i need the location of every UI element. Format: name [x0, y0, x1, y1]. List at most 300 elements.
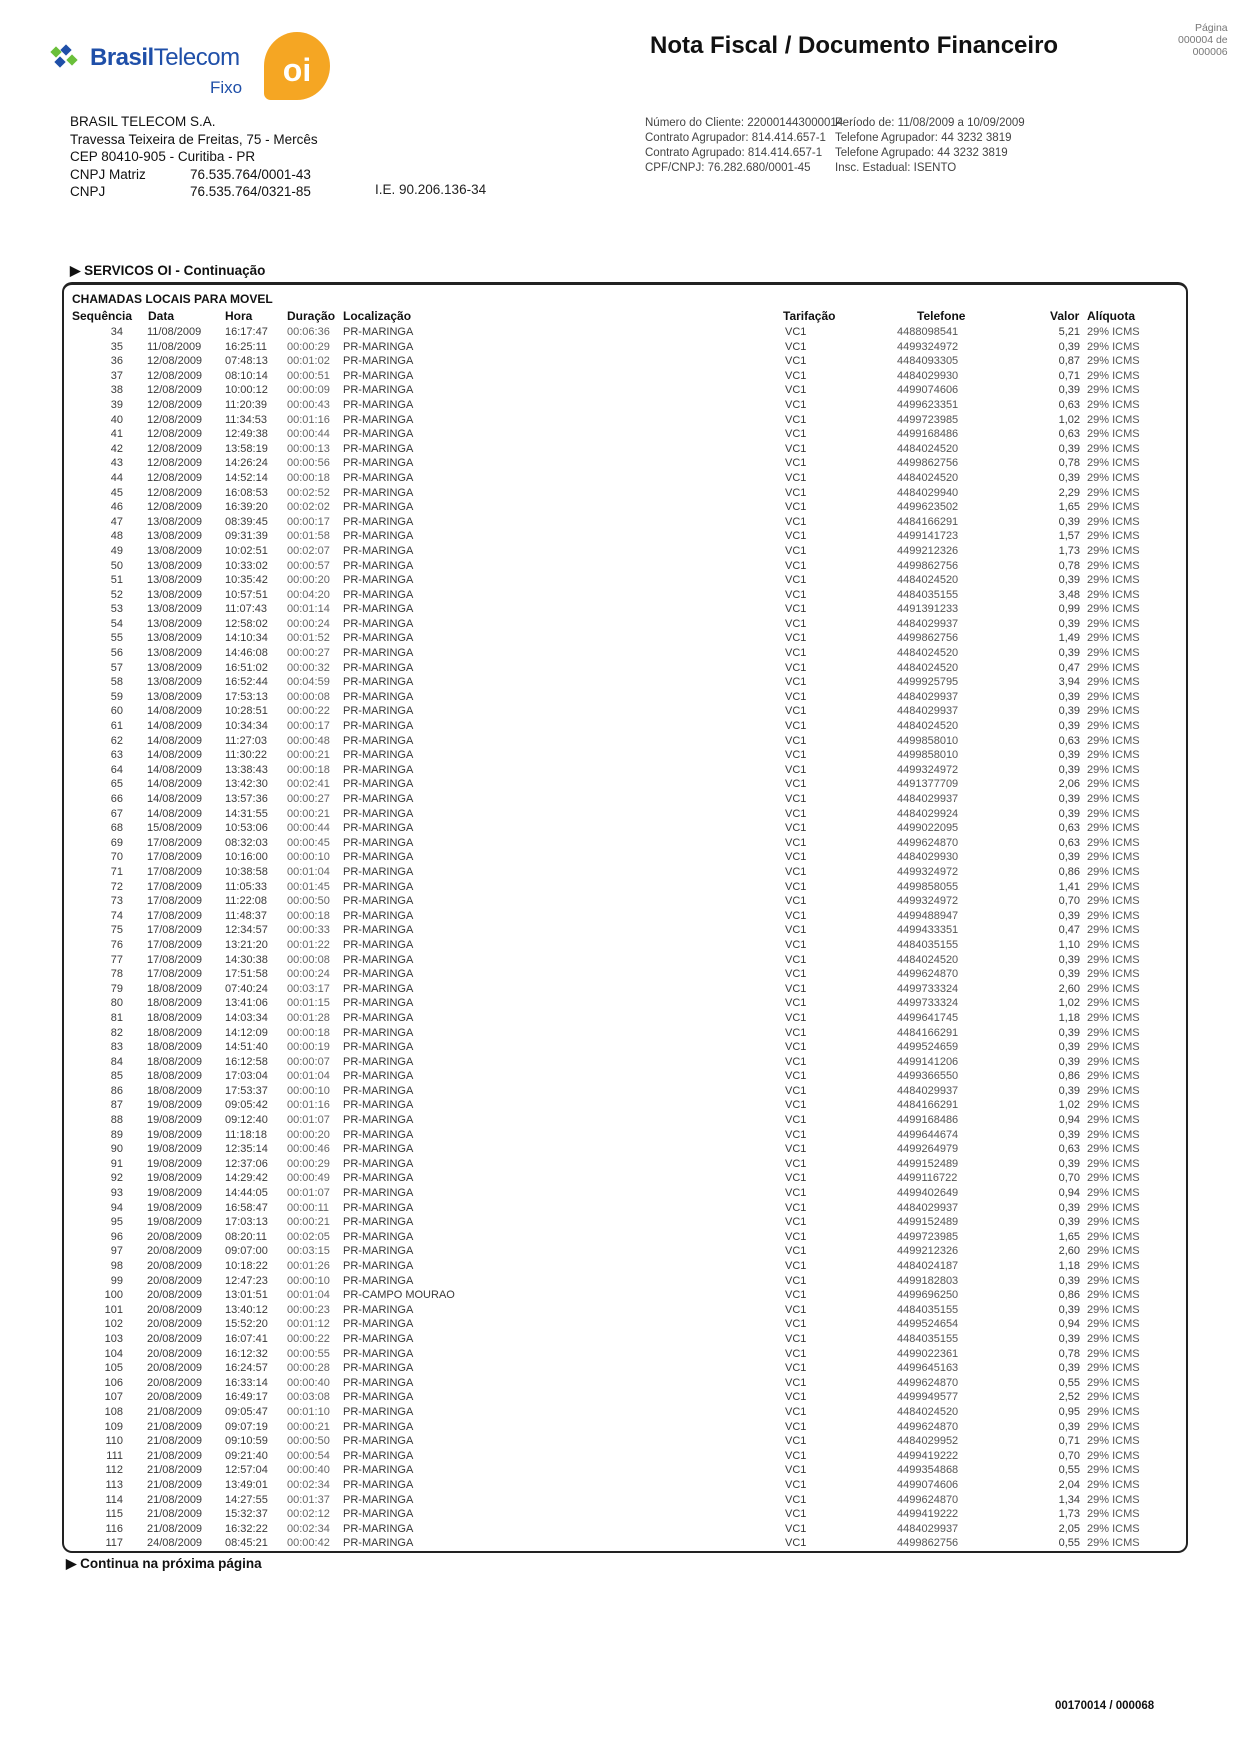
cell-tarifacao: VC1 [785, 1274, 807, 1287]
cell-localizacao: PR-MARINGA [343, 1332, 414, 1345]
cell-duracao: 00:00:17 [287, 720, 330, 733]
cell-tarifacao: VC1 [785, 1478, 807, 1491]
cell-valor: 0,39 [1058, 1201, 1080, 1214]
cell-duracao: 00:00:10 [287, 1274, 330, 1287]
cell-valor: 0,63 [1058, 398, 1080, 411]
cell-localizacao: PR-MARINGA [343, 1201, 414, 1214]
cell-localizacao: PR-MARINGA [343, 1435, 414, 1448]
cell-tarifacao: VC1 [785, 326, 807, 338]
cell-telefone: 4499623351 [897, 398, 959, 411]
cell-aliquota: 29% ICMS [1087, 398, 1140, 411]
cell-hora: 16:08:53 [225, 486, 268, 499]
cell-aliquota: 29% ICMS [1087, 1420, 1140, 1433]
cell-valor: 3,94 [1058, 676, 1080, 689]
cell-telefone: 4499324972 [897, 865, 959, 878]
cell-duracao: 00:01:07 [287, 1114, 330, 1127]
cell-localizacao: PR-MARINGA [343, 1187, 414, 1200]
cell-hora: 16:49:17 [225, 1391, 268, 1404]
cell-telefone: 4499022095 [897, 822, 959, 835]
cell-telefone: 4499644674 [897, 1128, 959, 1141]
cell-data: 21/08/2009 [147, 1449, 203, 1462]
cell-localizacao: PR-MARINGA [343, 807, 414, 820]
cell-localizacao: PR-MARINGA [343, 384, 414, 397]
cell-duracao: 00:00:17 [287, 515, 330, 528]
cell-tarifacao: VC1 [785, 1435, 807, 1448]
cell-hora: 14:44:05 [225, 1187, 268, 1200]
cell-hora: 11:07:43 [225, 603, 268, 616]
table-row [0, 1070, 1240, 1085]
cell-tarifacao: VC1 [785, 340, 807, 353]
cell-data: 18/08/2009 [147, 1041, 203, 1054]
cell-duracao: 00:03:08 [287, 1391, 330, 1404]
cell-data: 12/08/2009 [147, 501, 203, 514]
cell-sequencia: 88 [110, 1114, 123, 1127]
table-row [0, 647, 1240, 662]
table-row [0, 910, 1240, 925]
cell-valor: 0,39 [1058, 647, 1080, 660]
cell-data: 13/08/2009 [147, 530, 203, 543]
cell-tarifacao: VC1 [785, 1157, 807, 1170]
cell-tarifacao: VC1 [785, 763, 807, 776]
cell-sequencia: 65 [110, 778, 123, 791]
cell-sequencia: 115 [105, 1508, 123, 1521]
cell-duracao: 00:03:15 [287, 1245, 330, 1258]
cell-tarifacao: VC1 [785, 1187, 807, 1200]
insc-estadual: Insc. Estadual: ISENTO [835, 162, 957, 174]
cell-localizacao: PR-MARINGA [343, 1026, 414, 1039]
cell-hora: 11:05:33 [225, 880, 268, 893]
cell-hora: 11:30:22 [225, 749, 268, 762]
cell-hora: 16:58:47 [225, 1201, 268, 1214]
cell-valor: 0,63 [1058, 836, 1080, 849]
cell-sequencia: 57 [110, 661, 123, 674]
table-row [0, 1275, 1240, 1290]
table-row [0, 1143, 1240, 1158]
cell-data: 14/08/2009 [147, 763, 203, 776]
cell-duracao: 00:00:11 [287, 1201, 330, 1214]
cell-tarifacao: VC1 [785, 968, 807, 981]
cell-duracao: 00:00:20 [287, 1128, 330, 1141]
cell-localizacao: PR-MARINGA [343, 1303, 414, 1316]
page-label: Página [1194, 22, 1228, 34]
cell-localizacao: PR-MARINGA [343, 1522, 414, 1535]
table-row [0, 1377, 1240, 1392]
cell-localizacao: PR-MARINGA [343, 530, 414, 543]
cnpj: 76.535.764/0321-85 [190, 184, 311, 199]
cell-telefone: 4484166291 [897, 1099, 959, 1112]
cell-aliquota: 29% ICMS [1087, 690, 1140, 703]
cell-valor: 1,57 [1058, 530, 1080, 543]
cell-telefone: 4484024520 [897, 661, 959, 674]
cell-valor: 2,60 [1058, 1245, 1080, 1258]
page-indicator [1178, 22, 1228, 58]
cell-sequencia: 98 [110, 1260, 123, 1272]
cell-data: 17/08/2009 [147, 895, 203, 908]
cell-sequencia: 117 [105, 1537, 123, 1550]
cell-data: 14/08/2009 [147, 778, 203, 791]
cell-data: 12/08/2009 [147, 457, 203, 470]
cell-aliquota: 29% ICMS [1087, 1143, 1140, 1156]
cell-duracao: 00:00:08 [287, 690, 330, 703]
cell-data: 11/08/2009 [147, 326, 202, 338]
cell-telefone: 4499152489 [897, 1216, 959, 1229]
table-row [0, 1289, 1240, 1304]
cell-valor: 0,55 [1058, 1537, 1080, 1550]
cell-localizacao: PR-MARINGA [343, 968, 414, 981]
cell-data: 21/08/2009 [147, 1522, 203, 1535]
cell-sequencia: 62 [110, 734, 123, 747]
cell-aliquota: 29% ICMS [1087, 369, 1140, 382]
cell-hora: 08:45:21 [225, 1537, 268, 1550]
cell-duracao: 00:00:55 [287, 1347, 330, 1360]
cell-sequencia: 90 [110, 1143, 123, 1156]
cell-data: 12/08/2009 [147, 355, 203, 368]
cell-duracao: 00:00:48 [287, 734, 330, 747]
cell-localizacao: PR-MARINGA [343, 909, 414, 922]
cell-sequencia: 106 [104, 1376, 123, 1389]
cell-tarifacao: VC1 [785, 1376, 807, 1389]
cell-localizacao: PR-MARINGA [343, 1245, 414, 1258]
cell-valor: 0,47 [1058, 661, 1080, 674]
cell-valor: 1,41 [1058, 880, 1080, 893]
table-row [0, 501, 1240, 516]
cell-aliquota: 29% ICMS [1087, 968, 1140, 981]
cell-data: 13/08/2009 [147, 588, 203, 601]
cell-hora: 07:40:24 [225, 982, 268, 995]
cell-localizacao: PR-MARINGA [343, 1055, 414, 1068]
table-row [0, 735, 1240, 750]
table-row [0, 954, 1240, 969]
cell-sequencia: 41 [110, 428, 123, 441]
cnpj-label: CNPJ [70, 184, 106, 199]
cell-valor: 0,39 [1058, 690, 1080, 703]
cell-sequencia: 55 [110, 632, 123, 645]
cell-telefone: 4484024520 [897, 647, 959, 660]
cell-hora: 08:32:03 [225, 836, 268, 849]
cell-hora: 14:26:24 [225, 457, 268, 470]
cell-telefone: 4499524654 [897, 1318, 959, 1331]
cell-data: 13/08/2009 [147, 647, 203, 660]
table-row [0, 778, 1240, 793]
cell-localizacao: PR-MARINGA [343, 865, 414, 878]
cell-sequencia: 82 [110, 1026, 123, 1039]
cell-telefone: 4484029937 [897, 793, 959, 805]
cell-valor: 0,94 [1058, 1187, 1080, 1200]
cell-localizacao: PR-MARINGA [343, 340, 414, 353]
cell-duracao: 00:00:18 [287, 909, 330, 922]
cell-localizacao: PR-MARINGA [343, 398, 414, 411]
table-row [0, 1464, 1240, 1479]
cell-sequencia: 89 [110, 1128, 123, 1141]
cell-sequencia: 86 [110, 1084, 123, 1097]
cell-hora: 14:51:40 [225, 1041, 268, 1054]
cell-localizacao: PR-MARINGA [343, 895, 414, 908]
cell-data: 13/08/2009 [147, 574, 203, 587]
cell-hora: 13:40:12 [225, 1303, 268, 1316]
cell-data: 12/08/2009 [147, 442, 203, 455]
cell-telefone: 4484029937 [897, 1522, 959, 1535]
cell-localizacao: PR-MARINGA [343, 1157, 414, 1170]
cell-aliquota: 29% ICMS [1087, 326, 1140, 338]
cell-valor: 0,70 [1058, 895, 1080, 908]
cell-tarifacao: VC1 [785, 398, 807, 411]
cell-hora: 11:34:53 [225, 413, 268, 426]
cell-aliquota: 29% ICMS [1087, 982, 1140, 995]
cell-data: 14/08/2009 [147, 749, 203, 762]
cell-duracao: 00:01:04 [287, 1070, 330, 1083]
cell-hora: 13:49:01 [225, 1478, 268, 1491]
cell-tarifacao: VC1 [785, 690, 807, 703]
cell-aliquota: 29% ICMS [1087, 1187, 1140, 1200]
cell-localizacao: PR-MARINGA [343, 1347, 414, 1360]
cell-aliquota: 29% ICMS [1087, 1464, 1140, 1477]
cell-aliquota: 29% ICMS [1087, 588, 1140, 601]
cell-telefone: 4484029937 [897, 1084, 959, 1097]
cell-data: 13/08/2009 [147, 515, 203, 528]
table-row [0, 1479, 1240, 1494]
cell-tarifacao: VC1 [785, 734, 807, 747]
cell-aliquota: 29% ICMS [1087, 1201, 1140, 1214]
table-row [0, 1056, 1240, 1071]
table-row [0, 924, 1240, 939]
cell-valor: 0,39 [1058, 1157, 1080, 1170]
table-row [0, 1318, 1240, 1333]
cell-telefone: 4484035155 [897, 1332, 959, 1345]
cell-telefone: 4499212326 [897, 544, 959, 557]
cell-valor: 1,02 [1058, 997, 1080, 1010]
cell-valor: 0,47 [1058, 924, 1080, 937]
cell-duracao: 00:00:18 [287, 1026, 330, 1039]
cell-valor: 1,34 [1058, 1493, 1080, 1506]
cell-hora: 17:03:04 [225, 1070, 268, 1083]
cell-duracao: 00:00:09 [287, 384, 330, 397]
cell-data: 21/08/2009 [147, 1508, 203, 1521]
cell-localizacao: PR-MARINGA [343, 1041, 414, 1054]
cell-valor: 0,70 [1058, 1449, 1080, 1462]
cell-localizacao: PR-MARINGA [343, 428, 414, 441]
cell-sequencia: 99 [110, 1274, 123, 1287]
table-row [0, 1348, 1240, 1363]
cell-hora: 10:28:51 [225, 705, 268, 718]
cell-data: 20/08/2009 [147, 1274, 203, 1287]
cell-localizacao: PR-MARINGA [343, 355, 414, 368]
cell-duracao: 00:00:46 [287, 1143, 330, 1156]
cell-data: 19/08/2009 [147, 1128, 203, 1141]
cell-data: 13/08/2009 [147, 690, 203, 703]
cell-sequencia: 112 [105, 1464, 123, 1477]
cell-valor: 0,39 [1058, 953, 1080, 966]
cell-telefone: 4484035155 [897, 938, 959, 951]
cell-tarifacao: VC1 [785, 778, 807, 791]
cell-data: 18/08/2009 [147, 997, 203, 1010]
cell-data: 19/08/2009 [147, 1216, 203, 1229]
table-row [0, 414, 1240, 429]
cell-localizacao: PR-MARINGA [343, 1114, 414, 1127]
cell-telefone: 4499324972 [897, 763, 959, 776]
cell-duracao: 00:00:42 [287, 1537, 330, 1550]
cell-data: 21/08/2009 [147, 1464, 203, 1477]
cell-localizacao: PR-MARINGA [343, 1260, 414, 1272]
cell-valor: 1,73 [1058, 544, 1080, 557]
cell-localizacao: PR-MARINGA [343, 1318, 414, 1331]
cell-aliquota: 29% ICMS [1087, 1376, 1140, 1389]
cell-valor: 0,63 [1058, 1143, 1080, 1156]
table-row [0, 472, 1240, 487]
cell-hora: 14:52:14 [225, 471, 268, 484]
cell-tarifacao: VC1 [785, 836, 807, 849]
cell-tarifacao: VC1 [785, 1216, 807, 1229]
brasil-telecom-logo [50, 44, 240, 72]
cell-localizacao: PR-MARINGA [343, 1508, 414, 1521]
cell-telefone: 4499723985 [897, 413, 959, 426]
cell-tarifacao: VC1 [785, 705, 807, 718]
table-row [0, 574, 1240, 589]
cell-valor: 2,06 [1058, 778, 1080, 791]
cell-aliquota: 29% ICMS [1087, 647, 1140, 660]
cell-telefone: 4484035155 [897, 588, 959, 601]
cell-hora: 16:32:22 [225, 1522, 268, 1535]
cell-localizacao: PR-MARINGA [343, 1537, 414, 1550]
cell-duracao: 00:00:07 [287, 1055, 330, 1068]
cell-duracao: 00:00:28 [287, 1362, 330, 1375]
cell-telefone: 4484024520 [897, 471, 959, 484]
cell-data: 12/08/2009 [147, 486, 203, 499]
cell-hora: 14:12:09 [225, 1026, 268, 1039]
cell-duracao: 00:01:12 [287, 1318, 330, 1331]
cell-telefone: 4499022361 [897, 1347, 959, 1360]
logo-brand-bold: Brasil [90, 44, 154, 71]
table-row [0, 589, 1240, 604]
cell-duracao: 00:00:20 [287, 574, 330, 587]
cell-sequencia: 50 [110, 559, 123, 572]
col-header-duracao: Duração [287, 309, 336, 323]
cell-tarifacao: VC1 [785, 574, 807, 587]
section-title-text: SERVICOS OI - Continuação [84, 263, 266, 278]
cell-duracao: 00:00:49 [287, 1172, 330, 1185]
cell-valor: 0,39 [1058, 1332, 1080, 1345]
cell-data: 19/08/2009 [147, 1172, 203, 1185]
cell-tarifacao: VC1 [785, 909, 807, 922]
table-row [0, 516, 1240, 531]
cnpj-matriz-label: CNPJ Matriz [70, 166, 146, 182]
cell-hora: 13:41:06 [225, 997, 268, 1010]
cell-aliquota: 29% ICMS [1087, 778, 1140, 791]
cell-localizacao: PR-MARINGA [343, 457, 414, 470]
cell-aliquota: 29% ICMS [1087, 1332, 1140, 1345]
cell-hora: 07:48:13 [225, 355, 268, 368]
cell-sequencia: 97 [110, 1245, 123, 1258]
cell-valor: 0,55 [1058, 1376, 1080, 1389]
cell-tarifacao: VC1 [785, 1493, 807, 1506]
cell-telefone: 4499862756 [897, 457, 959, 470]
cell-tarifacao: VC1 [785, 1114, 807, 1127]
cell-sequencia: 84 [110, 1055, 123, 1068]
cell-telefone: 4499524659 [897, 1041, 959, 1054]
cell-hora: 09:31:39 [225, 530, 268, 543]
cell-telefone: 4484024520 [897, 953, 959, 966]
cell-sequencia: 100 [104, 1289, 123, 1302]
cell-tarifacao: VC1 [785, 880, 807, 893]
cell-sequencia: 63 [110, 749, 123, 762]
cell-valor: 0,39 [1058, 384, 1080, 397]
cell-localizacao: PR-MARINGA [343, 1230, 414, 1243]
client-info-left [645, 116, 843, 176]
cell-duracao: 00:00:51 [287, 369, 330, 382]
cell-aliquota: 29% ICMS [1087, 865, 1140, 878]
cell-telefone: 4484029930 [897, 369, 959, 382]
cell-valor: 0,39 [1058, 471, 1080, 484]
cell-localizacao: PR-MARINGA [343, 617, 414, 630]
table-row [0, 1245, 1240, 1260]
cell-localizacao: PR-MARINGA [343, 486, 414, 499]
cell-aliquota: 29% ICMS [1087, 559, 1140, 572]
cell-data: 18/08/2009 [147, 1011, 203, 1024]
cell-telefone: 4499324972 [897, 895, 959, 908]
cell-data: 13/08/2009 [147, 544, 203, 557]
cell-localizacao: PR-MARINGA [343, 836, 414, 849]
cell-tarifacao: VC1 [785, 1464, 807, 1477]
cell-aliquota: 29% ICMS [1087, 1449, 1140, 1462]
inscricao-estadual: I.E. 90.206.136-34 [375, 182, 487, 197]
cell-data: 18/08/2009 [147, 1084, 203, 1097]
cell-hora: 16:51:02 [225, 661, 268, 674]
cell-valor: 0,94 [1058, 1318, 1080, 1331]
cell-tarifacao: VC1 [785, 1362, 807, 1375]
cell-localizacao: PR-MARINGA [343, 1478, 414, 1491]
cell-duracao: 00:01:16 [287, 413, 330, 426]
cell-localizacao: PR-MARINGA [343, 515, 414, 528]
cell-localizacao: PR-MARINGA [343, 676, 414, 689]
cell-valor: 0,78 [1058, 559, 1080, 572]
cell-localizacao: PR-MARINGA [343, 938, 414, 951]
cell-duracao: 00:00:54 [287, 1449, 330, 1462]
cell-aliquota: 29% ICMS [1087, 705, 1140, 718]
cell-duracao: 00:00:44 [287, 822, 330, 835]
cell-localizacao: PR-MARINGA [343, 632, 414, 645]
cell-hora: 13:01:51 [225, 1289, 268, 1302]
table-row [0, 341, 1240, 356]
table-row [0, 1041, 1240, 1056]
cell-sequencia: 69 [110, 836, 123, 849]
cell-tarifacao: VC1 [785, 369, 807, 382]
cell-tarifacao: VC1 [785, 1041, 807, 1054]
cell-telefone: 4499141723 [897, 530, 959, 543]
cell-aliquota: 29% ICMS [1087, 909, 1140, 922]
table-row [0, 866, 1240, 881]
cell-tarifacao: VC1 [785, 1289, 807, 1302]
company-street: Travessa Teixeira de Freitas, 75 - Mercês [70, 131, 318, 147]
cell-aliquota: 29% ICMS [1087, 1318, 1140, 1331]
cell-data: 18/08/2009 [147, 1055, 203, 1068]
cell-hora: 11:18:18 [225, 1128, 268, 1141]
cell-data: 17/08/2009 [147, 880, 203, 893]
cell-aliquota: 29% ICMS [1087, 1522, 1140, 1535]
cell-hora: 08:20:11 [225, 1230, 268, 1243]
cell-valor: 0,39 [1058, 1362, 1080, 1375]
cell-localizacao: PR-MARINGA [343, 1420, 414, 1433]
cell-telefone: 4484166291 [897, 515, 959, 528]
cell-aliquota: 29% ICMS [1087, 471, 1140, 484]
table-row [0, 1158, 1240, 1173]
cell-aliquota: 29% ICMS [1087, 1537, 1140, 1550]
cell-valor: 1,10 [1058, 938, 1080, 951]
cell-data: 14/08/2009 [147, 807, 203, 820]
cell-localizacao: PR-MARINGA [343, 369, 414, 382]
cell-valor: 2,29 [1058, 486, 1080, 499]
cell-data: 19/08/2009 [147, 1143, 203, 1156]
logo-sub: Fixo [210, 78, 243, 97]
cell-valor: 2,04 [1058, 1478, 1080, 1491]
